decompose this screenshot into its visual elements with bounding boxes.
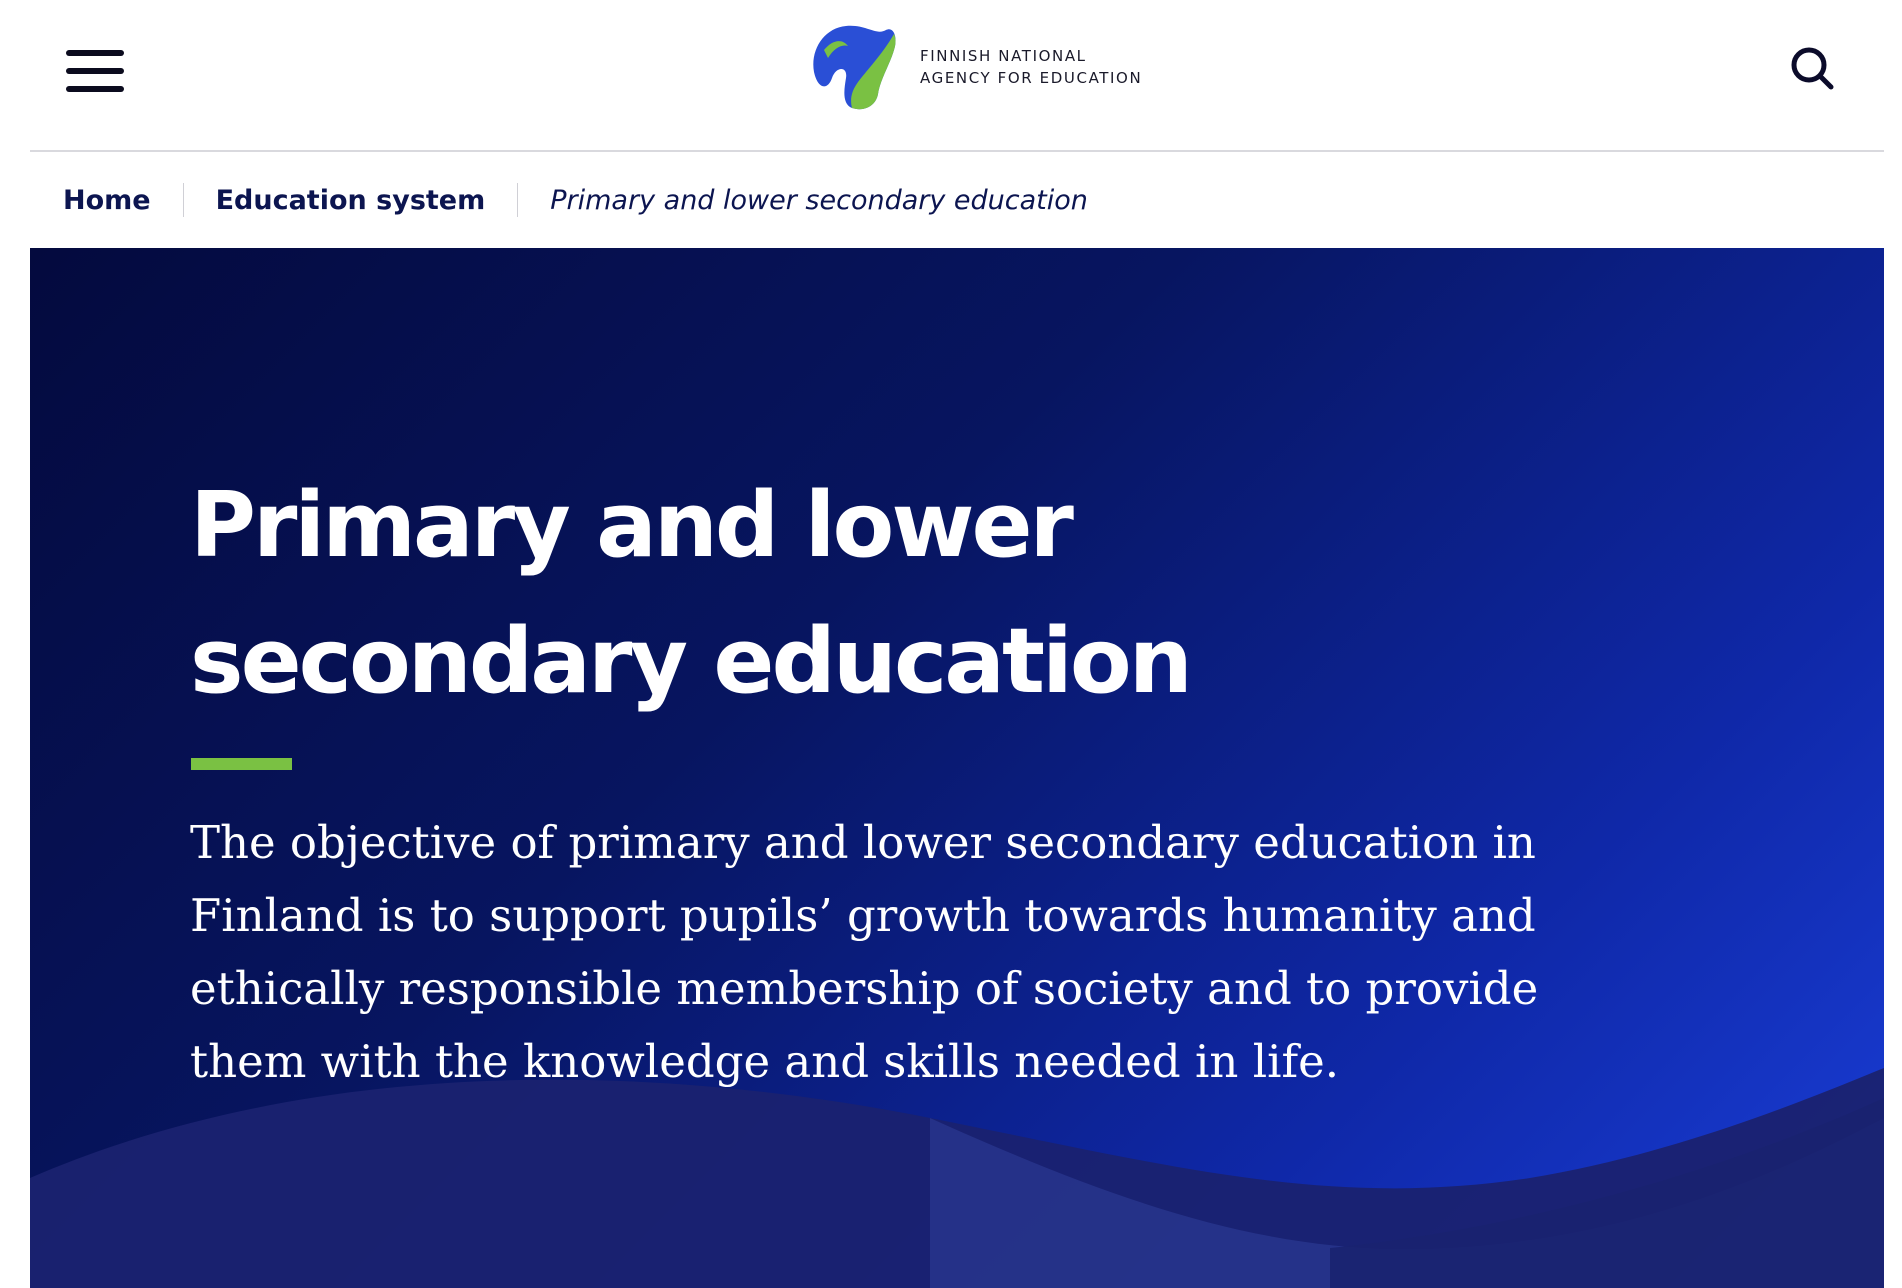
site-logo[interactable] [806, 20, 1142, 114]
hero-wave-decoration [30, 248, 1884, 1288]
title-accent-bar [191, 758, 292, 770]
menu-bar [66, 86, 124, 92]
breadcrumb-home[interactable]: Home [63, 184, 151, 216]
page-title: Primary and lower secondary education [190, 473, 1190, 714]
logo-wordmark [920, 45, 1142, 89]
hero-lead-paragraph: The objective of primary and lower secondary education in Finland is to support pupils’ growth towards humanity and ethically responsible membership of society and to provide them with the knowledge and skills needed in life. [190, 816, 1539, 1088]
logo-line-1: FINNISH NATIONAL [920, 47, 1087, 65]
agency-logo-icon [806, 20, 900, 114]
menu-bar [66, 68, 124, 74]
hero-banner [30, 248, 1884, 1288]
search-icon-glyph [1788, 44, 1836, 92]
breadcrumb-current-page: Primary and lower secondary education [550, 184, 1088, 216]
hamburger-menu-icon[interactable] [66, 50, 124, 92]
breadcrumb-separator [183, 183, 184, 217]
site-header [0, 0, 1902, 150]
menu-bar [66, 50, 124, 56]
search-icon[interactable] [1788, 44, 1836, 92]
breadcrumb [30, 152, 1884, 248]
breadcrumb-separator [517, 183, 518, 217]
logo-line-2: AGENCY FOR EDUCATION [920, 69, 1143, 87]
breadcrumb-education-system[interactable]: Education system [215, 184, 486, 216]
